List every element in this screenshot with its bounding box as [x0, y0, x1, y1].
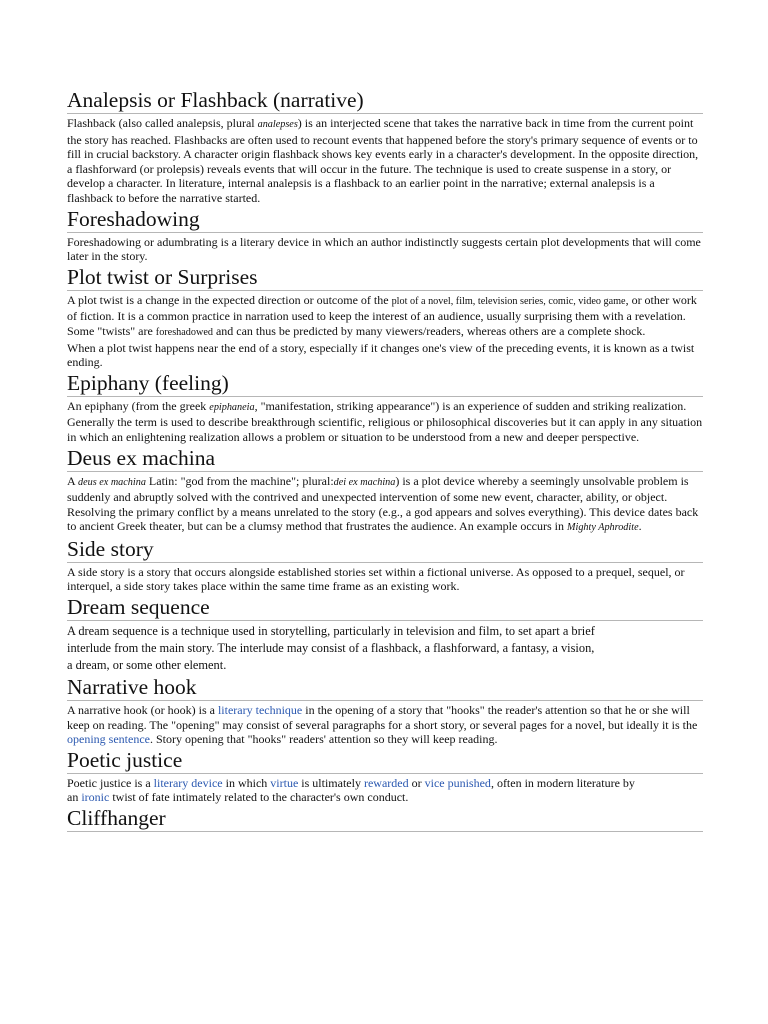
section-text: A side story is a story that occurs alongside established stories set within a fictional universe. As opposed to a prequel, sequel, or interquel, a side story takes place within the same time frame as an existing work.	[67, 564, 685, 594]
link-opening-sentence[interactable]: opening sentence	[67, 732, 150, 747]
section-text: Foreshadowing or adumbrating is a literary device in which an author indistinctly suggests certain plot developments that will come later in the story.	[67, 234, 701, 264]
section-plot-twist	[67, 265, 703, 370]
section-deus-ex-machina	[67, 446, 703, 536]
section-epiphany	[67, 371, 703, 445]
text-run: A	[67, 473, 79, 488]
section-heading: Cliffhanger	[67, 806, 703, 832]
italic-term: deus ex machina	[78, 476, 146, 488]
section-heading: Foreshadowing	[67, 207, 703, 233]
section-heading: Side story	[67, 537, 703, 563]
text-run: Poetic justice is a	[67, 775, 154, 790]
section-line	[67, 776, 703, 791]
link-literary-technique[interactable]: literary technique	[217, 703, 303, 718]
section-poetic-justice	[67, 748, 703, 805]
text-run: an	[67, 790, 82, 805]
section-foreshadowing	[67, 207, 703, 264]
text-run: in the opening of a story that "hooks" the reader's attention so that he or she will keep on reading. The "opening" may consist of several paragraphs for a short story, or several pages for a novel, but ideally it is the	[67, 703, 698, 732]
text-run: ) is an interjected scene that takes the narrative back in time from the current point the story has reached. Flashbacks are often used to recount events that happened before the story's primary sequence of events or to fill in crucial backstory. A character origin flashback shows key events early in a character's development. In the opposite direction, a flashforward (or prolepsis) reveals events that will occur in the future. The technique is used to create suspense in a story, or develop a character. In literature, internal analepsis is a flashback to an earlier point in the narrative; external analepsis is a flashback to before the narrative started.	[67, 116, 699, 205]
text-run: , "manifestation, striking appearance") is an experience of sudden and striking realization. Generally the term is used to describe breakthrough scientific, religious or philosophical discoveries but it can apply in any situation in which an enlightening realization allows a problem or situation to be understood from a new and deeper perspective.	[67, 398, 703, 444]
section-analepsis	[67, 88, 703, 206]
section-narrative-hook	[67, 675, 703, 747]
section-cliffhanger	[67, 806, 703, 832]
section-heading: Dream sequence	[67, 595, 703, 621]
link-ironic[interactable]: ironic	[81, 790, 110, 805]
section-text: When a plot twist happens near the end of a story, especially if it changes one's view of the preceding events, it is known as a twist ending.	[67, 340, 695, 370]
section-dream-sequence	[67, 595, 703, 674]
text-run: Flashback (also called analepsis, plural	[67, 116, 258, 130]
small-text-run: foreshadowed	[155, 326, 213, 338]
link-virtue[interactable]: virtue	[270, 775, 299, 790]
link-vice-punished[interactable]: vice punished	[424, 775, 491, 790]
section-text	[67, 474, 703, 536]
section-line	[67, 790, 703, 805]
text-run: Latin: "god from the machine"; plural:	[145, 473, 334, 488]
text-run: , or other work of fiction. It is a common practice in narration used to keep the interest of an audience, usually surprising them with a revelation. Some "twists" are	[67, 292, 697, 338]
section-text	[67, 703, 703, 747]
section-line: interlude from the main story. The interlude may consist of a flashback, a flashforward, a fantasy, a vision,	[67, 641, 595, 656]
section-line: A dream sequence is a technique used in storytelling, particularly in television and film, to set apart a brief	[67, 624, 595, 639]
italic-term: epiphaneia	[209, 401, 255, 413]
text-run: An epiphany (from the greek	[67, 398, 210, 413]
text-run: in which	[222, 775, 271, 790]
text-run: A plot twist is a change in the expected direction or outcome of the	[67, 292, 392, 307]
section-text	[67, 399, 703, 445]
document-page	[67, 88, 703, 834]
text-run: or	[408, 775, 425, 790]
text-run: is ultimately	[298, 775, 364, 790]
section-heading: Epiphany (feeling)	[67, 371, 703, 397]
italic-term: dei ex machina	[333, 476, 396, 488]
section-side-story	[67, 537, 703, 594]
text-run: .	[638, 519, 642, 534]
italic-term: analepses	[257, 119, 298, 130]
small-text-run: plot of a novel, film, television series, comic, video game	[391, 295, 626, 307]
text-run: A narrative hook (or hook) is a	[67, 703, 218, 718]
text-run: , often in modern literature by	[490, 775, 635, 790]
text-run: twist of fate intimately related to the character's own conduct.	[109, 790, 409, 805]
text-run: . Story opening that "hooks" readers' attention so they will keep reading.	[149, 732, 498, 747]
section-text	[67, 116, 703, 206]
section-line: a dream, or some other element.	[67, 658, 227, 673]
section-heading: Deus ex machina	[67, 446, 703, 472]
link-rewarded[interactable]: rewarded	[363, 775, 409, 790]
italic-term: Mighty Aphrodite	[567, 522, 639, 534]
section-heading: Plot twist or Surprises	[67, 265, 703, 291]
section-heading: Poetic justice	[67, 748, 703, 774]
text-run: ) is a plot device whereby a seemingly unsolvable problem is suddenly and abruptly solved with the contrived and unexpected intervention of some new event, character, ability, or object. Resolving the primary conflict by a means unrelated to the story (e.g., a god appears and solves everything). This device dates back to ancient Greek theater, but can be a clumsy method that frustrates the audience. An example occurs in	[67, 473, 699, 534]
section-text	[67, 293, 703, 341]
text-run: and can thus be predicted by many viewers/readers, whereas others are a complete shock.	[212, 323, 646, 338]
section-heading: Analepsis or Flashback (narrative)	[67, 88, 703, 114]
section-heading: Narrative hook	[67, 675, 703, 701]
link-literary-device[interactable]: literary device	[153, 775, 223, 790]
